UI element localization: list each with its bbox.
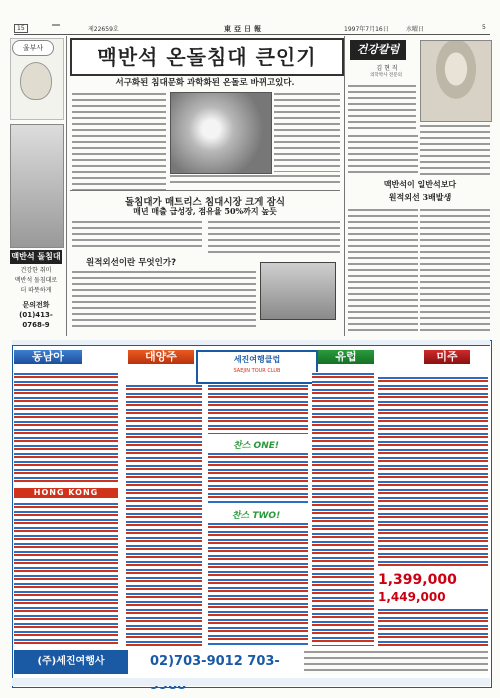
center-listings-2 (208, 452, 308, 504)
article-body-col1 (72, 92, 166, 190)
article-body-col3 (72, 220, 202, 250)
region-america: 미주 (424, 350, 470, 364)
mascot-label: 울부사 (12, 40, 54, 56)
center-listings-1 (208, 384, 308, 434)
sidebar-ad-phone: 문의전화 (01)413-0768-9 (19, 301, 53, 329)
column-body-3 (348, 208, 418, 334)
center-listings-3 (208, 522, 308, 646)
edition-number: 제22659호 (88, 26, 119, 33)
column-divider (66, 36, 67, 336)
issue-day: 水曜日 (406, 26, 425, 33)
newspaper-header (14, 22, 490, 35)
travel-club-logo: 세진여행클럽 SAEJIN TOUR CLUB (196, 350, 318, 384)
ad-top-strip (12, 340, 490, 346)
article-body-col2 (274, 92, 340, 172)
europe-listings (312, 372, 374, 646)
column-body-4 (420, 208, 490, 334)
author-portrait (420, 40, 492, 122)
column-author: 김 현 직 (376, 65, 398, 72)
photo-caption (170, 174, 340, 186)
region-oceania: 대양주 (128, 350, 194, 364)
region-europe: 유럽 (318, 350, 374, 364)
issue-date: 1997年7月16日 (344, 26, 389, 33)
column-number: 5 (482, 24, 486, 31)
travel-agency-phone: 02)703-9012 703- (150, 654, 280, 669)
column-affiliation: 의학박사 전문의 (370, 73, 402, 78)
column-title: 건강칼럼 (350, 40, 406, 60)
column-divider-2 (344, 36, 345, 336)
branch-info (304, 650, 488, 674)
mascot-illustration (20, 62, 52, 100)
secondary-subhead: 매년 매출 급성장, 점유율 50%까지 높듯 (133, 206, 277, 216)
america-listings-2 (378, 608, 488, 646)
secondary-headline: 돌침대가 매트리스 침대시장 크게 잠식 (124, 197, 286, 208)
hongkong-banner: HONG KONG (14, 488, 118, 498)
info-box-body (72, 270, 256, 330)
info-photo (260, 262, 336, 320)
main-subhead: 서구화된 침대문화 과학화된 온돌로 바뀌고있다. (115, 78, 295, 88)
info-box-heading: 원적외선이란 무엇인가? (86, 258, 177, 268)
column-body-1 (348, 134, 418, 174)
sidebar-ad-title: 맥반석 돌침대 (10, 250, 62, 264)
southeast-asia-listings (14, 372, 118, 484)
column-pullquote: 맥반석이 일반석보다 원적외선 3배발생 (383, 179, 457, 202)
featured-price: 1,399,000 (378, 572, 457, 588)
column-lead (348, 84, 416, 130)
section-label (52, 24, 60, 26)
paper-name: 東亞日報 (224, 24, 264, 33)
travel-agency-name: (주)세진여행사 (14, 650, 128, 674)
sidebar-ad-text: 건강한 취미 맥반석 돌침대로 더 따뜻하게 (14, 267, 58, 294)
chance-one-label: 찬스 ONE! (233, 441, 279, 451)
main-headline: 맥반석 온돌침대 큰인기 (70, 38, 344, 76)
stone-bed-photo (10, 124, 64, 248)
page-number: 15 (14, 24, 28, 33)
featured-price-alt: 1,449,000 (378, 590, 446, 604)
hongkong-listings (14, 502, 118, 646)
article-body-col4 (208, 220, 340, 256)
chance-two-label: 찬스 TWO! (231, 511, 281, 521)
column-body-2 (420, 124, 490, 176)
ad-footer-strip (12, 678, 490, 686)
oceania-listings (126, 384, 202, 646)
america-listings (378, 376, 488, 566)
article-photo (170, 92, 272, 174)
region-southeast-asia: 동남아 (14, 350, 82, 364)
section-divider (70, 190, 340, 191)
